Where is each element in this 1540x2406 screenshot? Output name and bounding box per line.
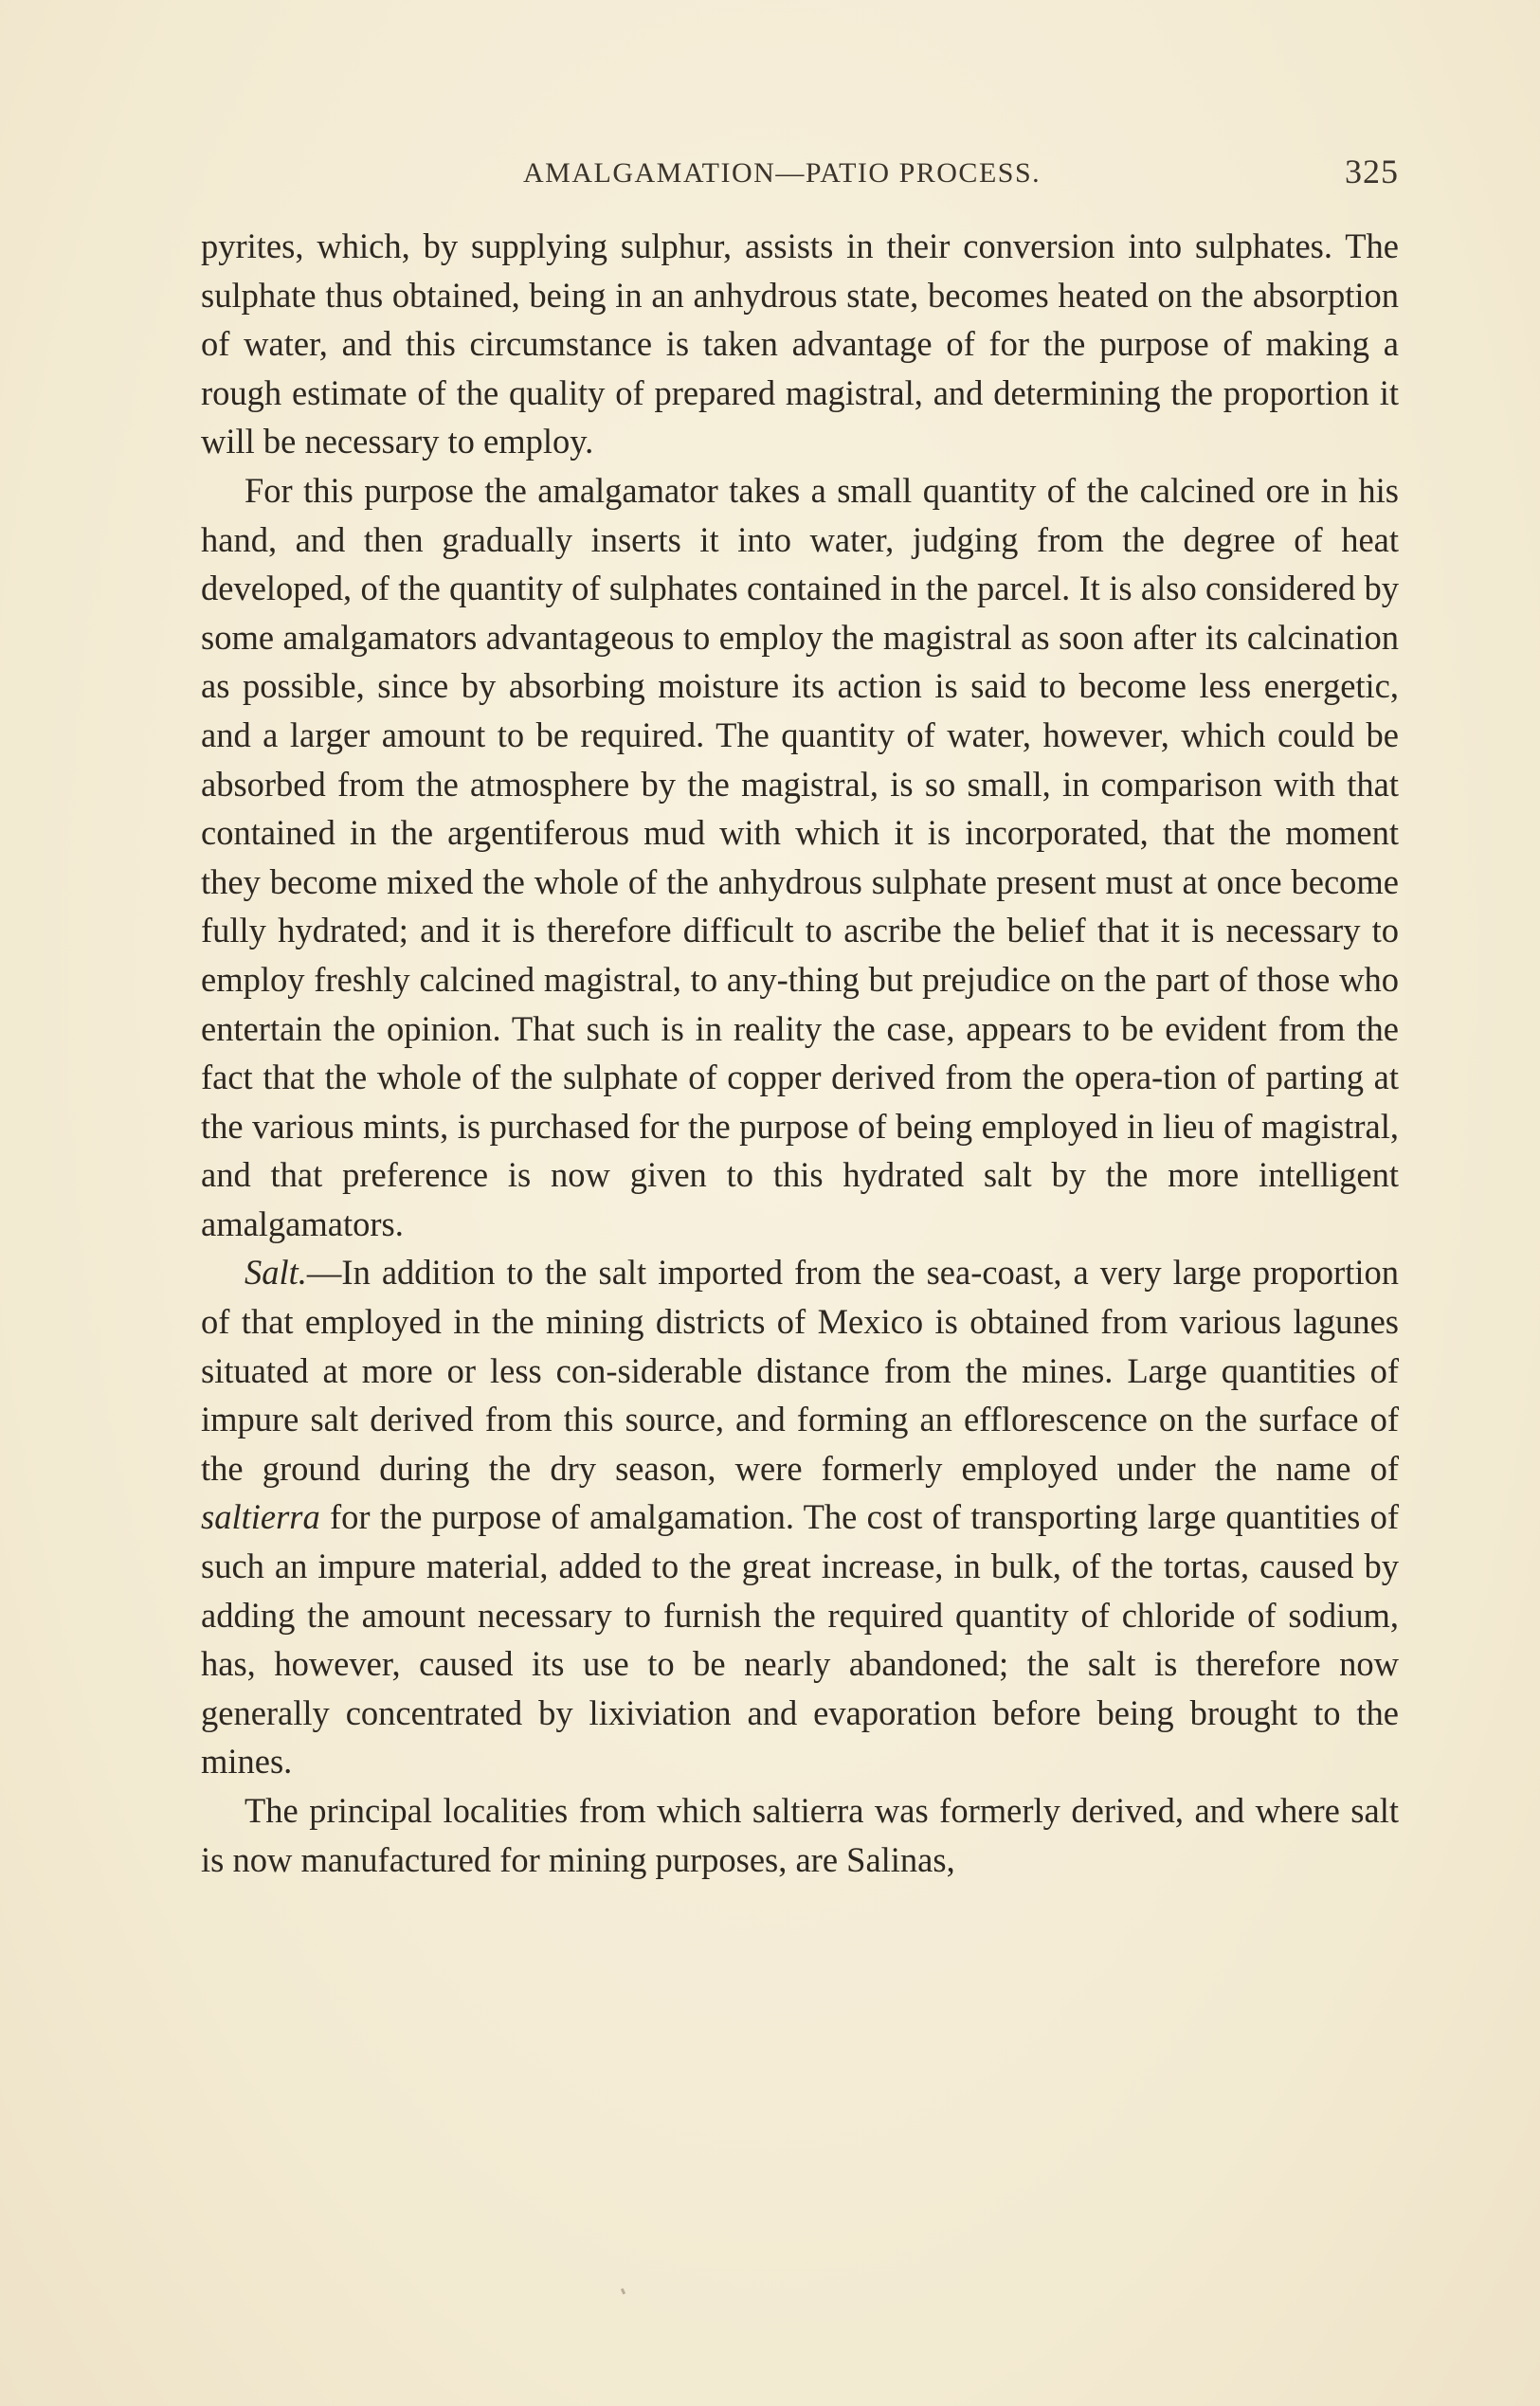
section-term-salt: Salt. (245, 1253, 307, 1293)
term-saltierra: saltierra (201, 1497, 320, 1537)
paragraph-2: For this purpose the amalgamator takes a small quantity of the calcined ore in his hand, and then gradually inserts it into water, judging from the degree of heat developed, of the quantity of sulphates contained in the parcel. It is also considered by some amalgamators advantageous to employ the magistral as soon after its calcination as possible, since by absorbing moisture its action is said to become less energetic, and a larger amount to be required. The quantity of water, however, which could be absorbed from the atmosphere by the magistral, is so small, in comparison with that contained in the argentiferous mud with which it is incorporated, that the moment they become mixed the whole of the anhydrous sulphate present must at once become fully hydrated; and it is therefore difficult to ascribe the belief that it is necessary to employ freshly calcined magistral, to any-thing but prejudice on the part of those who entertain the opinion. That such is in reality the case, appears to be evident from the fact that the whole of the sulphate of copper derived from the opera-tion of parting at the various mints, is purchased for the purpose of being employed in lieu of magistral, and that preference is now given to this hydrated salt by the more intelligent amalgamators. (201, 470, 1399, 1243)
page-number: 325 (1345, 153, 1399, 190)
body-text (201, 222, 1399, 1884)
paragraph-1: pyrites, which, by supplying sulphur, assists in their conversion into sulphates. The sulphate thus obtained, being in an anhydrous state, becomes heated on the absorption of water, and this circumstance is taken advantage of for the purpose of making a rough estimate of the quality of prepared magistral, and determining the proportion it will be necessary to employ. (201, 226, 1399, 461)
paragraph-3-text-b: for the purpose of amalgamation. The cost of transporting large quantities of such an impure material, added to the great increase, in bulk, of the tortas, caused by adding the amount necessary to furnish the required quantity of chloride of sodium, has, however, caused its use to be nearly abandoned; the salt is therefore now generally concentrated by lixiviation and evaporation before being brought to the mines. (201, 1497, 1399, 1782)
running-head: AMALGAMATION—PATIO PROCESS. (523, 157, 1042, 189)
paragraph-3 (201, 1248, 1399, 1786)
paragraph-4: The principal localities from which saltierra was formerly derived, and where salt is now manufactured for mining purposes, are Salinas, (201, 1791, 1399, 1879)
paragraph-3-text-a: —In addition to the salt imported from the sea-coast, a very large proportion of that employed in the mining districts of Mexico is obtained from various lagunes situated at more or less con-siderable distance from the mines. Large quantities of impure salt derived from this source, and forming an efflorescence on the surface of the ground during the dry season, were formerly employed under the name of (201, 1253, 1399, 1488)
page-header (203, 152, 1399, 199)
paper-speck (621, 2288, 625, 2295)
